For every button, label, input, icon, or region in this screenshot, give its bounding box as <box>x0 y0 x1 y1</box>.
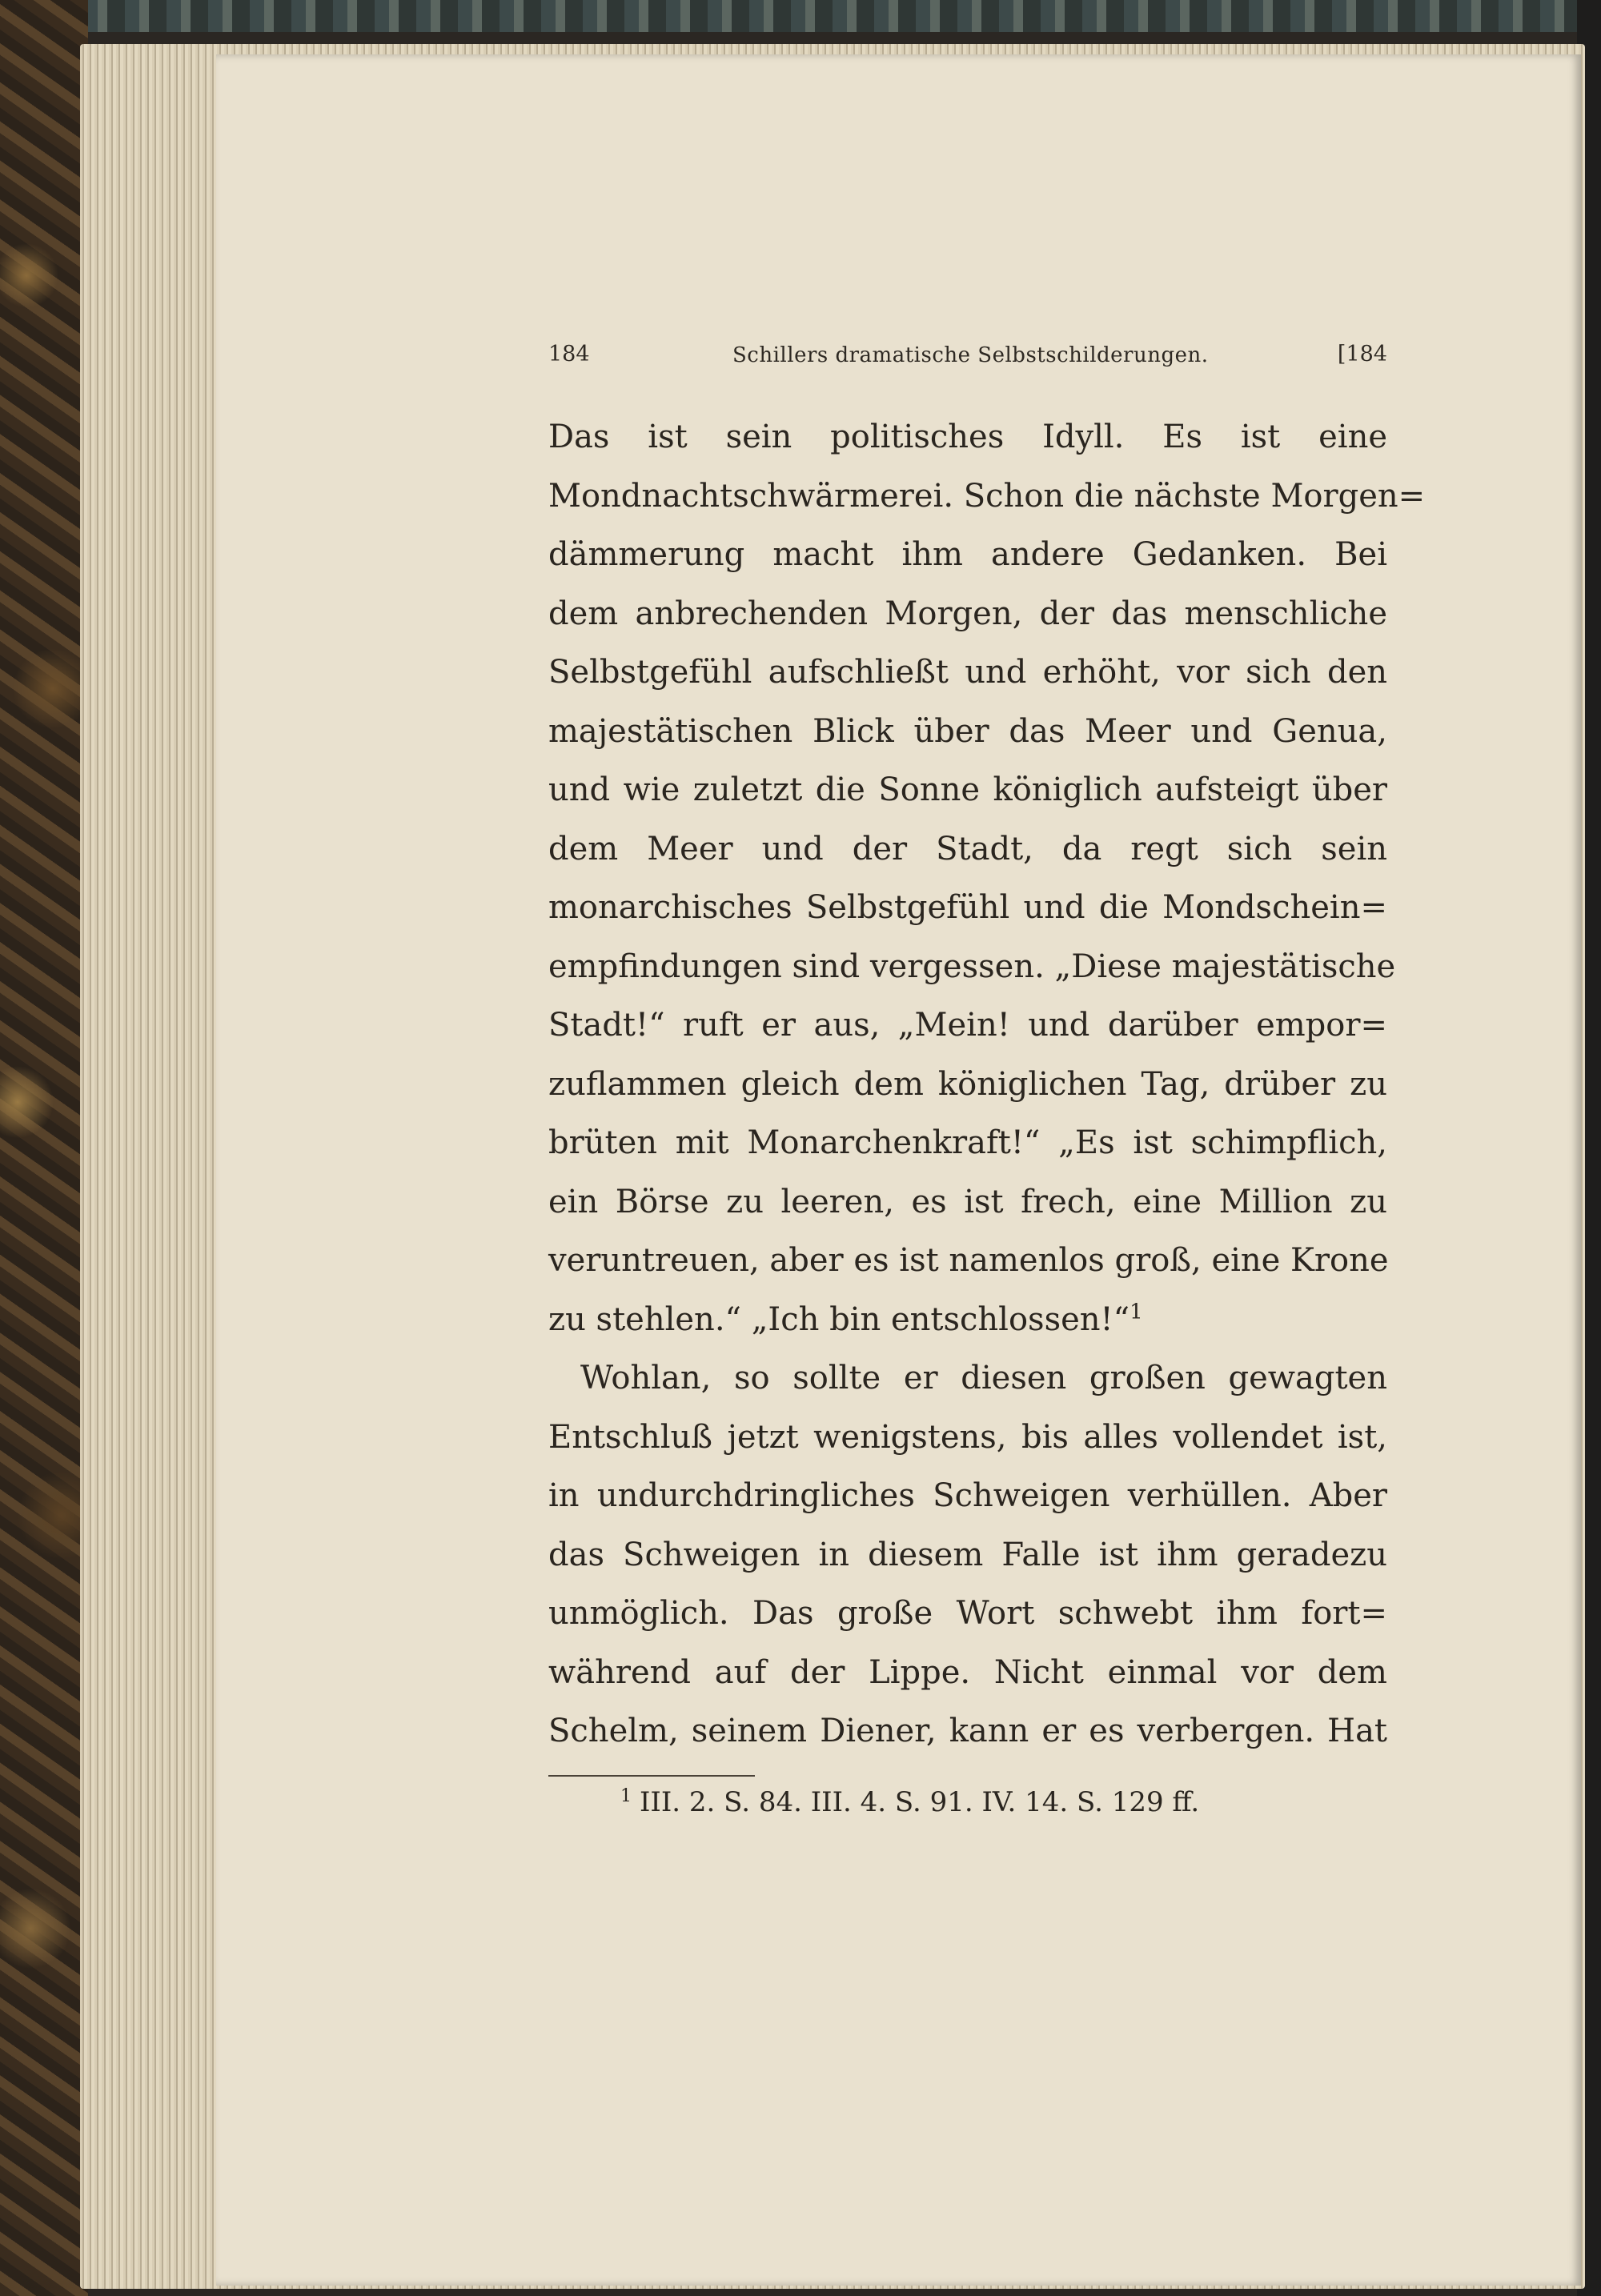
text-line: dem anbrechenden Morgen, der das menschliche <box>548 595 1387 632</box>
text-line-with-footnote <box>548 1291 1387 1350</box>
text-line: unmöglich. Das große Wort schwebt ihm fort= <box>548 1595 1387 1632</box>
footnote-rule <box>548 1775 755 1777</box>
text-line: das Schweigen in diesem Falle ist ihm geradezu <box>548 1536 1387 1573</box>
text-line: ein Börse zu leeren, es ist frech, eine Million zu <box>548 1183 1387 1220</box>
running-header <box>548 342 1387 374</box>
text-line: zu stehlen.“ „Ich bin entschlossen!“ <box>548 1300 1130 1338</box>
text-line: dem Meer und der Stadt, da regt sich sein <box>548 830 1387 868</box>
footnote-reference: 1 <box>1130 1300 1143 1324</box>
footnote-marker: 1 <box>620 1785 632 1806</box>
text-line: Mondnachtschwärmerei. Schon die nächste Morgen= <box>548 477 1426 515</box>
text-line: Das ist sein politisches Idyll. Es ist eine <box>548 419 1387 455</box>
page-number: 184 <box>548 342 590 367</box>
text-line: in undurchdringliches Schweigen verhüllen. Aber <box>548 1477 1387 1514</box>
text-line: monarchisches Selbstgefühl und die Mondschein= <box>548 889 1387 926</box>
text-line: Schelm, seinem Diener, kann er es verbergen. Hat <box>548 1713 1387 1749</box>
text-line: und wie zuletzt die Sonne königlich aufsteigt über <box>548 771 1387 808</box>
text-line: dämmerung macht ihm andere Gedanken. Bei <box>548 536 1387 573</box>
text-line: Wohlan, so sollte er diesen großen gewagten <box>580 1360 1387 1396</box>
text-line: empfindungen sind vergessen. „Diese majestätische <box>548 948 1396 985</box>
text-line: Stadt!“ ruft er aus, „Mein! und darüber empor= <box>548 1007 1387 1044</box>
text-line: Entschluß jetzt wenigstens, bis alles vollendet ist, <box>548 1418 1387 1456</box>
text-line: veruntreuen, aber es ist namenlos groß, eine Krone <box>548 1242 1389 1279</box>
body-text <box>548 408 1426 1761</box>
marbled-cover <box>0 0 88 2296</box>
footnote <box>620 1786 1199 1818</box>
running-title: Schillers dramatische Selbstschilderungen. <box>732 343 1209 367</box>
text-line: während auf der Lippe. Nicht einmal vor dem <box>548 1653 1387 1691</box>
text-line: brüten mit Monarchenkraft!“ „Es ist schimpflich, <box>548 1124 1387 1161</box>
page-marker: [184 <box>1337 342 1387 367</box>
book-cover-top <box>0 0 1601 32</box>
text-line: zuflammen gleich dem königlichen Tag, drüber zu <box>548 1065 1387 1103</box>
footnote-text: III. 2. S. 84. III. 4. S. 91. IV. 14. S. 129 ff. <box>640 1786 1200 1818</box>
text-line: majestätischen Blick über das Meer und Genua, <box>548 712 1387 750</box>
text-line: Selbstgefühl aufschließt und erhöht, vor sich den <box>548 654 1387 691</box>
